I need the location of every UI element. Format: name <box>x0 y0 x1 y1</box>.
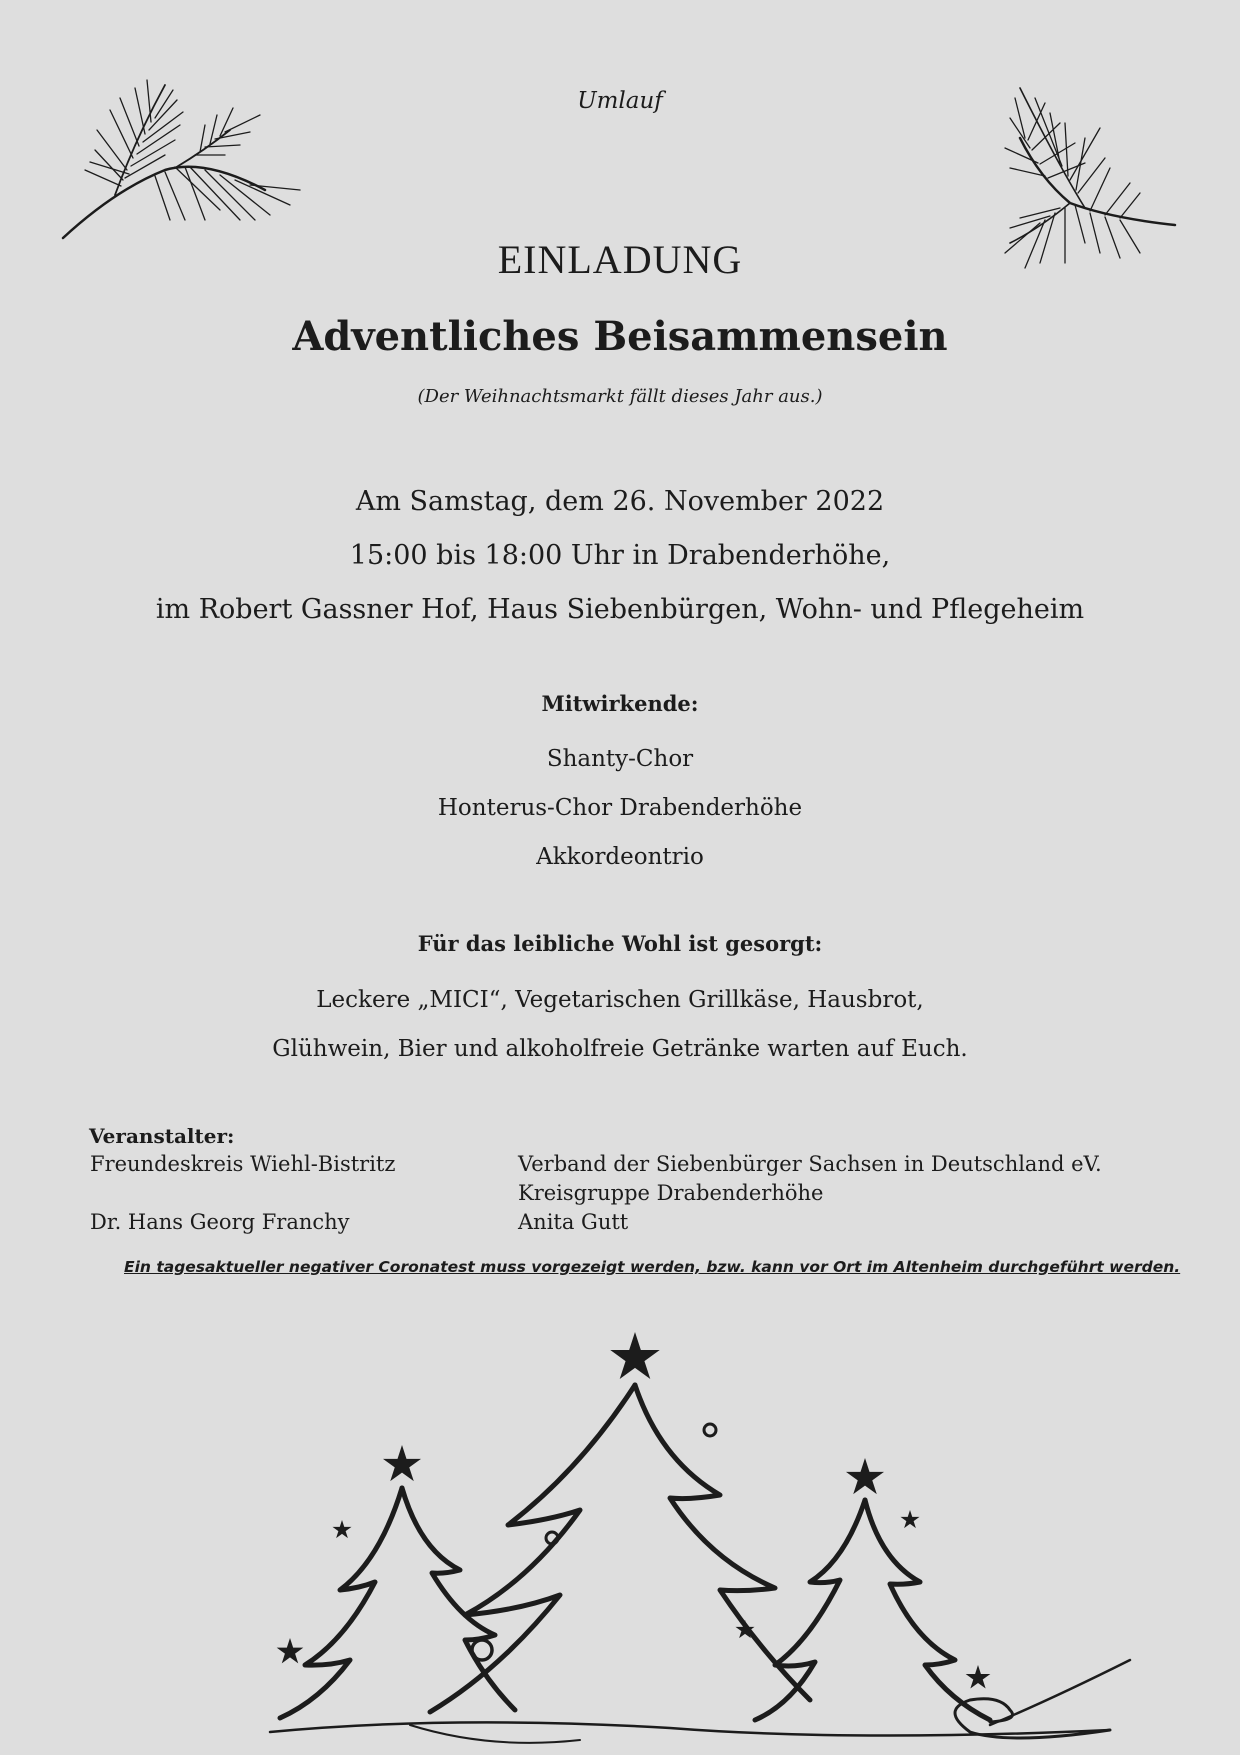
participant-item: Honterus-Chor Drabenderhöhe <box>437 795 803 821</box>
organizer-left-org: Freundeskreis Wiehl-Bistritz <box>90 1152 396 1176</box>
market-cancelled-note: (Der Weihnachtsmarkt fällt dieses Jahr aus.) <box>417 386 823 407</box>
event-venue: im Robert Gassner Hof, Haus Siebenbürgen, Wohn- und Pflegeheim <box>155 594 1085 625</box>
event-time-place: 15:00 bis 18:00 Uhr in Drabenderhöhe, <box>349 540 891 571</box>
catering-line-1: Leckere „MICI“, Vegetarischen Grillkäse, Hausbrot, <box>316 987 924 1013</box>
organizer-right-person: Anita Gutt <box>518 1210 629 1234</box>
circulation-label: Umlauf <box>577 88 663 114</box>
event-date: Am Samstag, dem 26. November 2022 <box>355 486 885 517</box>
catering-line-2: Glühwein, Bier und alkoholfreie Getränke warten auf Euch. <box>272 1036 968 1062</box>
organizer-left-person: Dr. Hans Georg Franchy <box>90 1210 350 1234</box>
catering-text <box>0 976 1240 1074</box>
event-details <box>0 475 1240 637</box>
participant-item: Akkordeontrio <box>536 844 704 870</box>
catering-heading: Für das leibliche Wohl ist gesorgt: <box>417 931 823 956</box>
organizer-heading: Veranstalter: <box>89 1124 235 1148</box>
covid-test-notice: Ein tagesaktueller negativer Coronatest muss vorgezeigt werden, bzw. kann vor Ort im Altenheim durchgeführt werden. <box>124 1258 1181 1276</box>
organizer-right-sub: Kreisgruppe Drabenderhöhe <box>518 1181 824 1205</box>
invitation-title: EINLADUNG <box>497 237 743 282</box>
participant-item: Shanty-Chor <box>546 746 694 772</box>
organizer-right-org: Verband der Siebenbürger Sachsen in Deutschland eV. <box>518 1152 1102 1176</box>
event-headline: Adventliches Beisammensein <box>292 313 948 360</box>
participants-heading: Mitwirkende: <box>541 691 699 716</box>
christmas-trees-illustration <box>250 1320 1150 1750</box>
participants-list <box>0 735 1240 882</box>
